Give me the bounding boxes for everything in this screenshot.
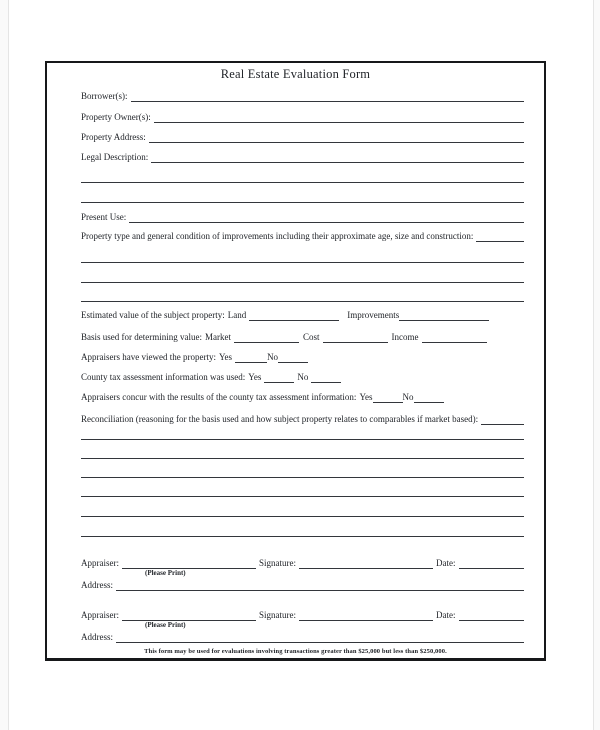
concur-yes-label: Yes <box>359 392 373 402</box>
form-title: Real Estate Evaluation Form <box>220 67 371 81</box>
legal-description-extra-row-1 <box>81 170 524 183</box>
property-owners-row <box>81 110 524 123</box>
viewed-no-label: No <box>267 352 279 362</box>
appraiser-1-name-line[interactable] <box>122 568 256 569</box>
please-print-note-1: (Please Print) <box>145 569 186 577</box>
estimated-value-label: Estimated value of the subject property: <box>81 310 225 320</box>
property-type-row <box>81 229 524 242</box>
reconciliation-extra-line-2[interactable] <box>81 458 524 459</box>
basis-row <box>81 330 524 343</box>
form-border-box <box>45 61 546 661</box>
property-type-extra-line-2[interactable] <box>81 282 524 283</box>
concur-yes-line[interactable] <box>373 402 403 403</box>
property-type-extra-row-2 <box>81 270 524 283</box>
property-type-input-line[interactable] <box>476 241 524 242</box>
reconciliation-extra-row-6 <box>81 524 524 537</box>
viewed-yes-line[interactable] <box>235 362 267 363</box>
legal-description-label: Legal Description: <box>81 152 149 162</box>
land-input-line[interactable] <box>249 320 339 321</box>
cost-input-line[interactable] <box>323 342 388 343</box>
reconciliation-input-line[interactable] <box>481 424 524 425</box>
concur-no-label: No <box>402 392 414 402</box>
county-no-line[interactable] <box>311 382 341 383</box>
legal-description-extra-row-2 <box>81 190 524 203</box>
date-1-label: Date: <box>436 558 456 568</box>
reconciliation-extra-row-5 <box>81 504 524 517</box>
land-label: Land <box>227 310 247 320</box>
reconciliation-extra-line-4[interactable] <box>81 496 524 497</box>
improvements-input-line[interactable] <box>399 320 489 321</box>
signature-1-label: Signature: <box>259 558 296 568</box>
property-type-extra-line-3[interactable] <box>81 301 524 302</box>
appraisers-viewed-row <box>81 350 524 363</box>
footer-note: This form may be used for evaluations involving transactions greater than $25,000 but less than $250,000. <box>144 648 447 655</box>
county-tax-label: County tax assessment information was used: <box>81 372 246 382</box>
property-address-row <box>81 130 524 143</box>
legal-description-row <box>81 150 524 163</box>
property-type-extra-row-3 <box>81 289 524 302</box>
reconciliation-extra-line-5[interactable] <box>81 516 524 517</box>
basis-label: Basis used for determining value: <box>81 332 202 342</box>
appraiser-2-label: Appraiser: <box>81 610 119 620</box>
address-1-line[interactable] <box>116 590 524 591</box>
present-use-label: Present Use: <box>81 212 127 222</box>
reconciliation-label: Reconciliation (reasoning for the basis used and how subject property relates to comparables if market based): <box>81 414 479 424</box>
borrowers-label: Borrower(s): <box>81 91 128 101</box>
income-label: Income <box>391 332 419 342</box>
please-print-note-2: (Please Print) <box>145 621 186 629</box>
appraisers-viewed-label: Appraisers have viewed the property: <box>81 352 216 362</box>
signature-1-line[interactable] <box>299 568 433 569</box>
cost-label: Cost <box>302 332 320 342</box>
appraiser-1-row <box>81 556 524 569</box>
address-1-label: Address: <box>81 580 113 590</box>
reconciliation-extra-line-6[interactable] <box>81 536 524 537</box>
address-2-line[interactable] <box>116 642 524 643</box>
concur-no-line[interactable] <box>414 402 444 403</box>
property-owners-input-line[interactable] <box>154 122 524 123</box>
reconciliation-row <box>81 412 524 425</box>
address-2-label: Address: <box>81 632 113 642</box>
reconciliation-extra-row-1 <box>81 427 524 440</box>
present-use-input-line[interactable] <box>129 222 524 223</box>
address-2-row <box>81 630 524 643</box>
borrowers-row <box>81 89 524 102</box>
property-address-label: Property Address: <box>81 132 146 142</box>
property-owners-label: Property Owner(s): <box>81 112 151 122</box>
county-yes-label: Yes <box>248 372 262 382</box>
market-input-line[interactable] <box>234 342 299 343</box>
signature-2-line[interactable] <box>299 620 433 621</box>
address-1-row <box>81 578 524 591</box>
county-no-label: No <box>297 372 309 382</box>
reconciliation-extra-row-2 <box>81 446 524 459</box>
reconciliation-extra-row-4 <box>81 484 524 497</box>
reconciliation-extra-line-1[interactable] <box>81 439 524 440</box>
property-type-extra-row-1 <box>81 250 524 263</box>
income-input-line[interactable] <box>422 342 487 343</box>
document-page <box>8 0 594 730</box>
improvements-label: Improvements <box>347 310 400 320</box>
reconciliation-extra-line-3[interactable] <box>81 477 524 478</box>
property-address-input-line[interactable] <box>149 142 524 143</box>
market-label: Market <box>204 332 231 342</box>
borrowers-input-line[interactable] <box>131 101 525 102</box>
estimated-value-row <box>81 308 524 321</box>
appraiser-2-name-line[interactable] <box>122 620 256 621</box>
legal-description-extra-line-1[interactable] <box>81 182 524 183</box>
present-use-row <box>81 210 524 223</box>
legal-description-input-line[interactable] <box>151 162 524 163</box>
county-yes-line[interactable] <box>264 382 294 383</box>
date-2-line[interactable] <box>459 620 525 621</box>
appraisers-concur-row <box>81 390 524 403</box>
legal-description-extra-line-2[interactable] <box>81 202 524 203</box>
date-2-label: Date: <box>436 610 456 620</box>
appraiser-1-label: Appraiser: <box>81 558 119 568</box>
county-tax-row <box>81 370 524 383</box>
signature-2-label: Signature: <box>259 610 296 620</box>
viewed-no-line[interactable] <box>278 362 308 363</box>
appraiser-2-row <box>81 608 524 621</box>
date-1-line[interactable] <box>459 568 525 569</box>
appraisers-concur-label: Appraisers concur with the results of the county tax assessment information: <box>81 392 357 402</box>
reconciliation-extra-row-3 <box>81 465 524 478</box>
property-type-extra-line-1[interactable] <box>81 262 524 263</box>
viewed-yes-label: Yes <box>218 352 233 362</box>
property-type-label: Property type and general condition of improvements including their approximate age, size and construction: <box>81 231 474 241</box>
